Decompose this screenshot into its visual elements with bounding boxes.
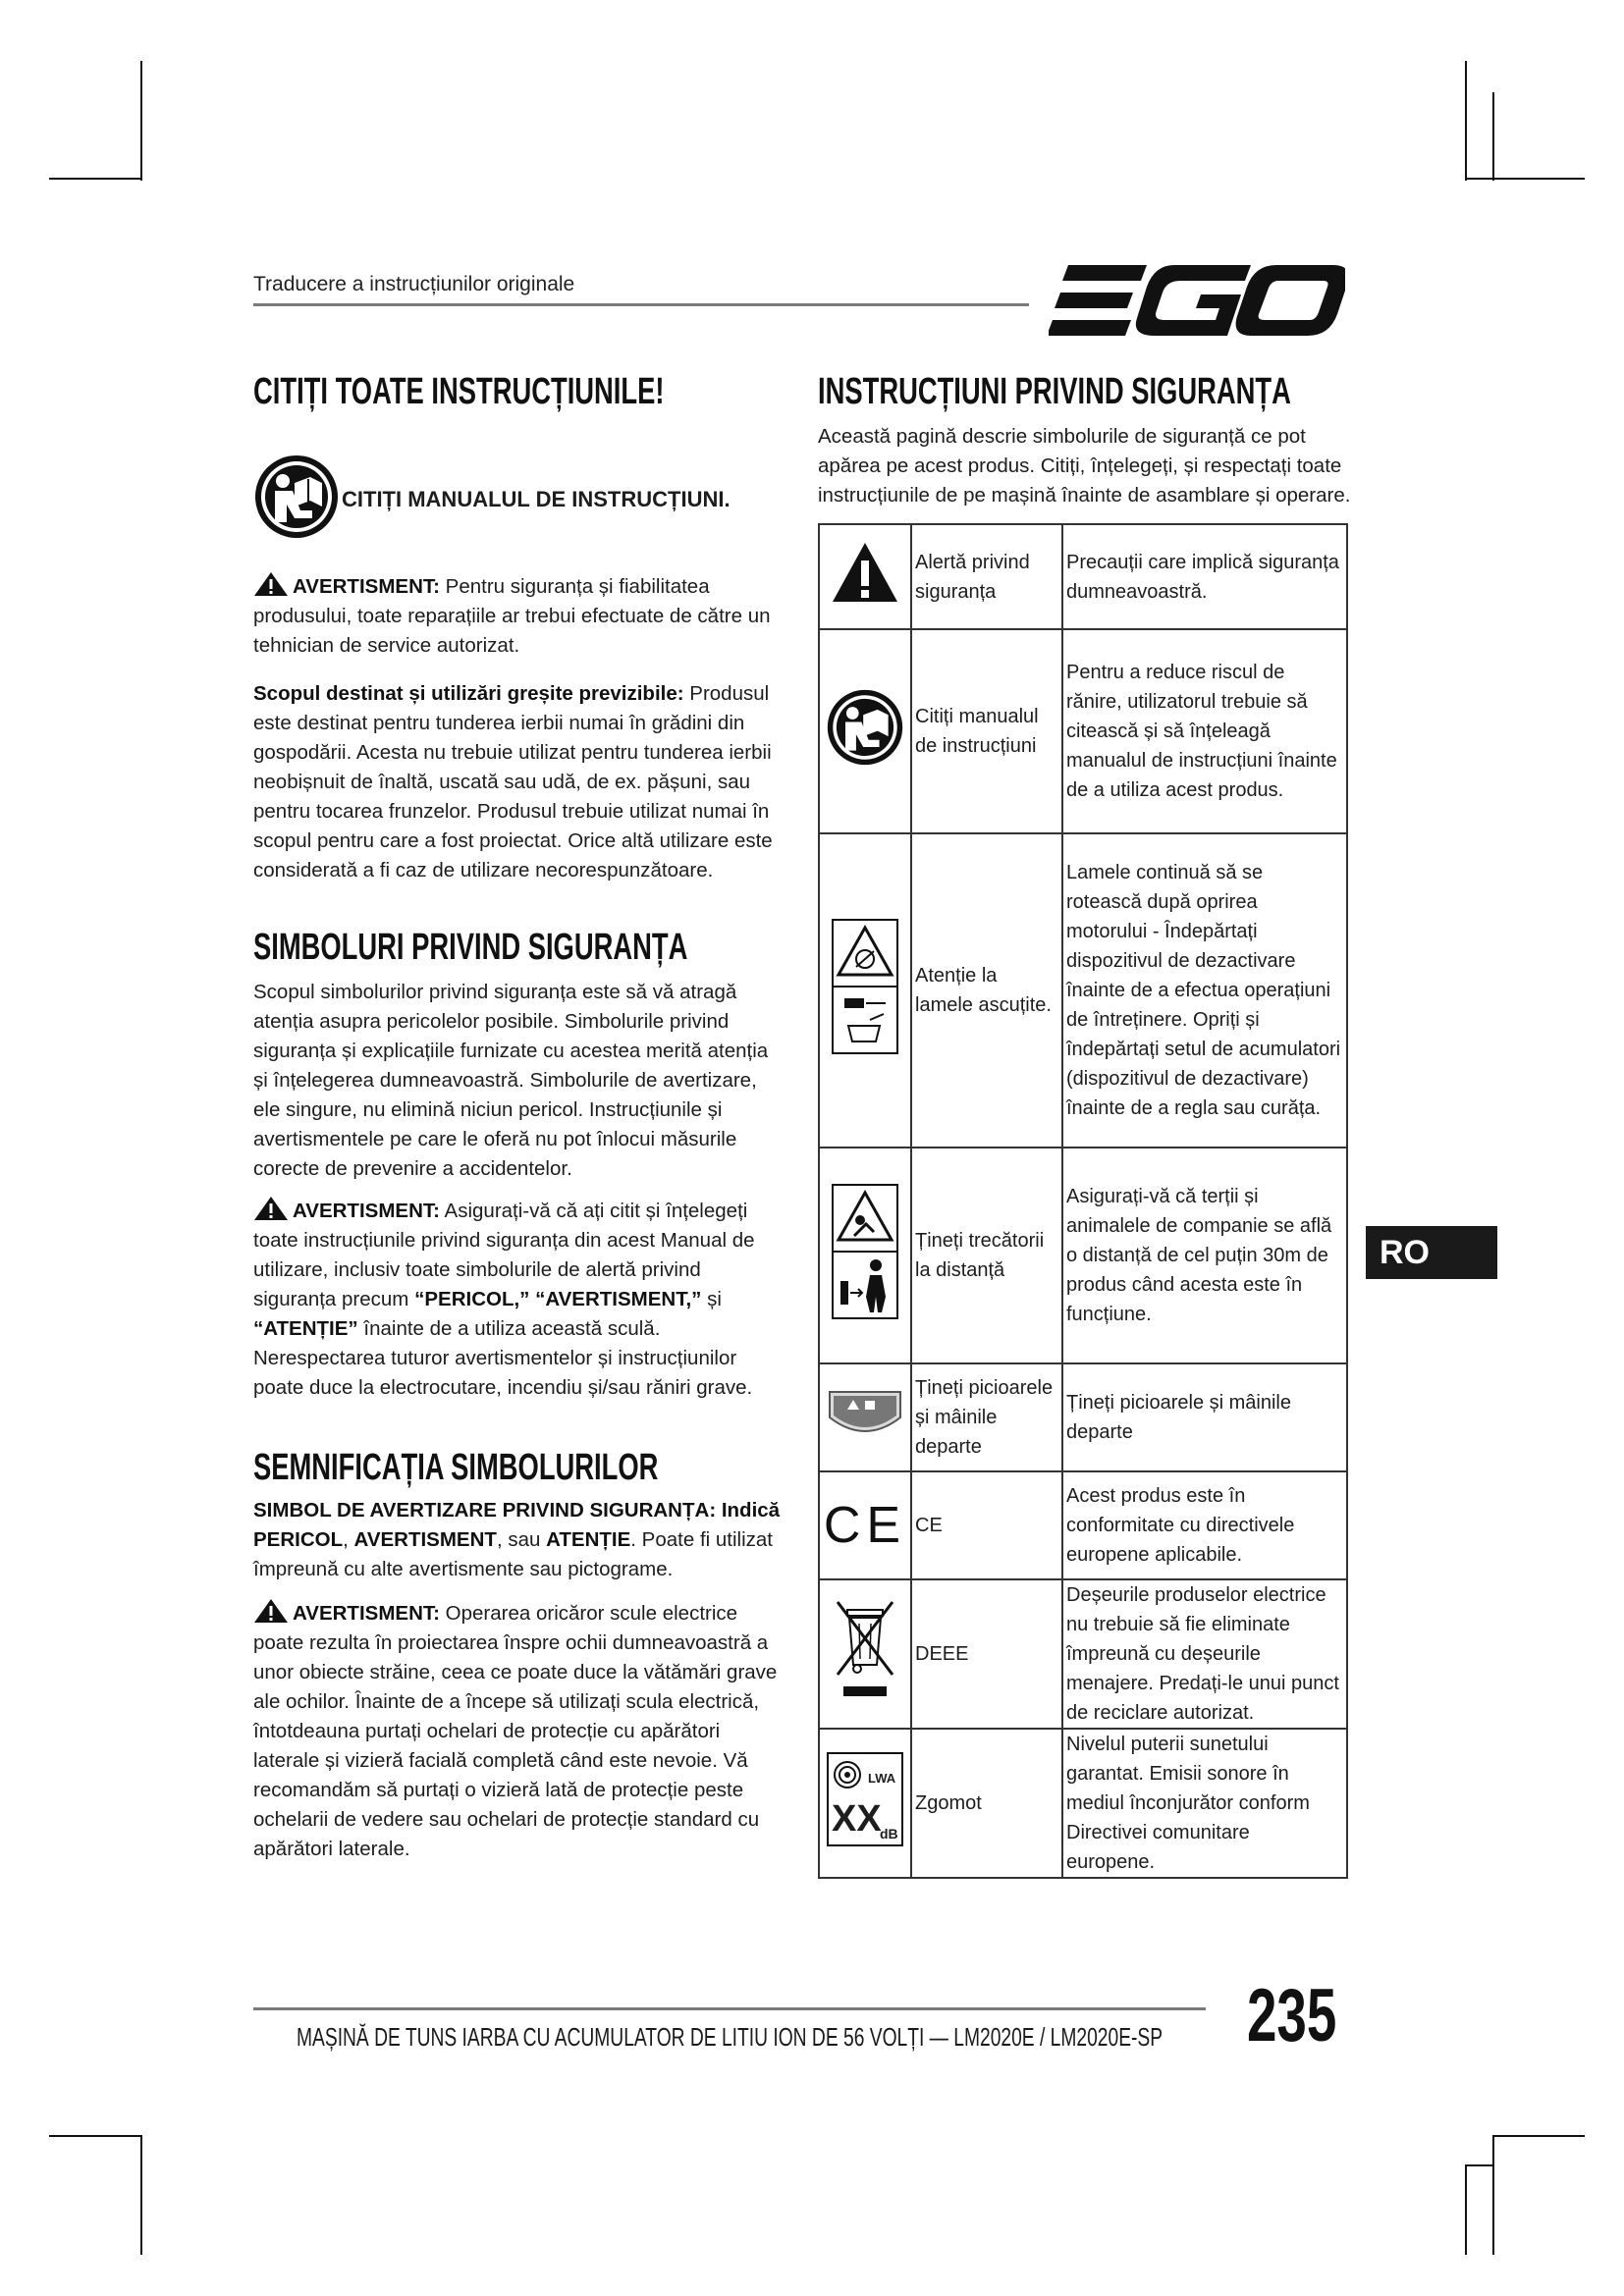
warning-triangle-icon [253, 1598, 289, 1624]
keep-hands-feet-away-icon [826, 1384, 904, 1443]
table-row [819, 1729, 1347, 1878]
symbol-name: Atenție la lamele ascuțite. [911, 833, 1062, 1148]
symbol-description: Asigurați-vă că terții și animalele de companie se află o distanță de cel puțin 30m de produs când acesta este în funcțiune. [1062, 1148, 1347, 1363]
symbol-cell [819, 629, 911, 833]
safety-intro: Această pagină descrie simbolurile de siguranță ce pot apărea pe acest produs. Citiți, înțelegeți, și respectați toate instrucțiunile de pe mașină înainte de asamblare și operare. [818, 425, 1351, 507]
symbol-description: Țineți picioarele și mâinile departe [1062, 1363, 1347, 1471]
ce-mark-icon: CE [823, 1497, 907, 1554]
crop-mark [1492, 92, 1494, 181]
symbol-cell [819, 1729, 911, 1878]
symbol-description: Lamele continuă să se rotească după oprirea motorului - Îndepărtați dispozitivul de dezactivare înainte de a efectua operațiuni de întreținere. Opriți și îndepărtați setul de acumulatori (dispozitivul de dezactivare) înainte de a regla sau curăța. [1062, 833, 1347, 1148]
header-rule [253, 303, 1029, 306]
crop-mark [140, 61, 142, 181]
page-number: 235 [1247, 1974, 1337, 2057]
warning-eye-protection: AVERTISMENT: Operarea oricăror scule electrice poate rezulta în proiectarea înspre ochii dumneavoastră a unor obiecte străine, ceea ce poate duce la vătămări grave ale ochilor. Înainte de a începe să utilizați scula electrică, întotdeauna purtați ochelari de protecție cu apărători laterale și vizieră facială completă când este nevoie. Vă recomandăm să purtați o vizieră lată de protecție peste ochelarii de vedere sau ochelari de protecție standard cu apărători laterale. [253, 1598, 788, 1864]
table-row [819, 1471, 1347, 1579]
symbol-description: Pentru a reduce riscul de rănire, utilizatorul trebuie să citească și să înțeleagă manualul de instrucțiuni înainte de a utiliza acest produs. [1062, 629, 1347, 833]
crop-mark [49, 178, 141, 180]
table-row [819, 629, 1347, 833]
title-symbol-meaning: SEMNIFICAȚIA SIMBOLURILOR [253, 1447, 659, 1488]
title-read-all: CITIȚI TOATE INSTRUCȚIUNILE! [253, 371, 665, 412]
table-row [819, 833, 1347, 1148]
weee-bin-icon [834, 1596, 896, 1704]
title-safety-instructions: INSTRUCȚIUNI PRIVIND SIGURANȚA [818, 371, 1291, 412]
crop-mark [1465, 2164, 1492, 2166]
keep-bystanders-away-icon [831, 1183, 899, 1320]
symbol-cell [819, 1579, 911, 1729]
table-row [819, 524, 1347, 629]
symbol-cell [819, 1148, 911, 1363]
symbol-name: Zgomot [911, 1729, 1062, 1878]
alert-triangle-icon [831, 541, 899, 604]
symbol-cell [819, 524, 911, 629]
crop-mark [1465, 2164, 1467, 2255]
warning-read-instructions: AVERTISMENT: Asigurați-vă că ați citit și înțelegeți toate instrucțiunile privind siguranța din acest Manual de utilizare, inclusiv toate simbolurile de alertă privind siguranța precum “PERICOL,” “AVERTISMENT,” și “ATENȚIE” înainte de a utiliza această sculă. Nerespectarea tuturor avertismentelor și instrucțiunilor poate duce la electrocutare, incendiu și/sau răniri grave. [253, 1196, 784, 1403]
safety-alert-definition: SIMBOL DE AVERTIZARE PRIVIND SIGURANȚA: Indică PERICOL, AVERTISMENT, sau ATENȚIE. Poate fi utilizat împreună cu alte avertismente sau pictograme. [253, 1499, 781, 1580]
symbol-name: DEEE [911, 1579, 1062, 1729]
ego-logo [1049, 263, 1345, 340]
read-manual-icon [253, 454, 340, 540]
read-manual-label: CITIȚI MANUALUL DE INSTRUCȚIUNI. [342, 487, 731, 511]
crop-mark [49, 2135, 141, 2137]
title-safety-symbols: SIMBOLURI PRIVIND SIGURANȚA [253, 927, 688, 968]
crop-mark [1465, 61, 1467, 181]
table-row [819, 1148, 1347, 1363]
symbol-description: Deșeurile produselor electrice nu trebuie să fie eliminate împreună cu deșeurile menajere. Predați-le unui punct de reciclare autorizat. [1062, 1579, 1347, 1729]
symbol-name: Alertă privind siguranța [911, 524, 1062, 629]
noise-unit-label: dB [880, 1825, 898, 1842]
table-row [819, 1579, 1347, 1729]
crop-mark [1465, 178, 1492, 180]
footer-product-title: MAȘINĂ DE TUNS IARBA CU ACUMULATOR DE LITIU ION DE 56 VOLȚI — LM2020E / LM2020E-SP [297, 2022, 1164, 2052]
crop-mark [1492, 178, 1585, 180]
symbol-name: CE [911, 1471, 1062, 1579]
symbols-table [818, 523, 1348, 1879]
symbol-cell [819, 1471, 911, 1579]
footer-rule [253, 2007, 1206, 2010]
safety-symbols-text: Scopul simbolurilor privind siguranța este să vă atragă atenția asupra pericolelor posibile. Simbolurile privind siguranța și explicațiile furnizate cu acestea merită atenția și înțelegerea dumneavoastră. Simbolurile de avertizare, ele singure, nu elimină niciun pericol. Instrucțiunile și avertismentele pe care le oferă nu pot înlocui măsurile corecte de prevenire a accidentelor. [253, 981, 769, 1180]
noise-lwa-label: LWA [868, 1770, 896, 1786]
warning-triangle-icon [253, 571, 289, 597]
noise-machine-icon [833, 1758, 862, 1791]
symbol-cell [819, 1363, 911, 1471]
intended-use: Scopul destinat și utilizări greșite previzibile: Produsul este destinat pentru tunderea ierbii numai în grădini din gospodării. Acesta nu trebuie utilizat pentru tunderea ierbii neobișnuit de înaltă, uscată sau udă, de ex. pășuni, sau pentru tocarea frunzelor. Produsul trebuie utilizat numai în scopul pentru care a fost proiectat. Orice altă utilizare este considerată a fi caz de utilizare necorespunzătoare. [253, 682, 773, 881]
symbol-name: Țineți picioarele și mâinile departe [911, 1363, 1062, 1471]
symbol-cell [819, 833, 911, 1148]
symbol-description: Precauții care implică siguranța dumneavoastră. [1062, 524, 1347, 629]
symbol-description: Acest produs este în conformitate cu directivele europene aplicabile. [1062, 1471, 1347, 1579]
crop-mark [140, 2135, 142, 2255]
warning-triangle-icon [253, 1196, 289, 1221]
warning-repairs: AVERTISMENT: Pentru siguranța și fiabilitatea produsului, toate reparațiile ar trebui efectuate de către un tehnician de service autorizat. [253, 571, 784, 661]
table-row [819, 1363, 1347, 1471]
crop-mark [1492, 2135, 1585, 2137]
sharp-blades-icon [831, 918, 899, 1055]
read-manual-icon [826, 688, 904, 767]
header-label: Traducere a instrucțiunilor originale [253, 273, 575, 295]
symbol-description: Nivelul puterii sunetului garantat. Emisii sonore în mediul înconjurător conform Directivei comunitare europene. [1062, 1729, 1347, 1878]
crop-mark [1492, 2135, 1494, 2255]
noise-value-label: XX [832, 1797, 882, 1840]
language-tab-ro: RO [1366, 1226, 1497, 1279]
symbol-name: Citiți manualul de instrucțiuni [911, 629, 1062, 833]
symbol-name: Țineți trecătorii la distanță [911, 1148, 1062, 1363]
noise-level-icon [827, 1752, 903, 1846]
